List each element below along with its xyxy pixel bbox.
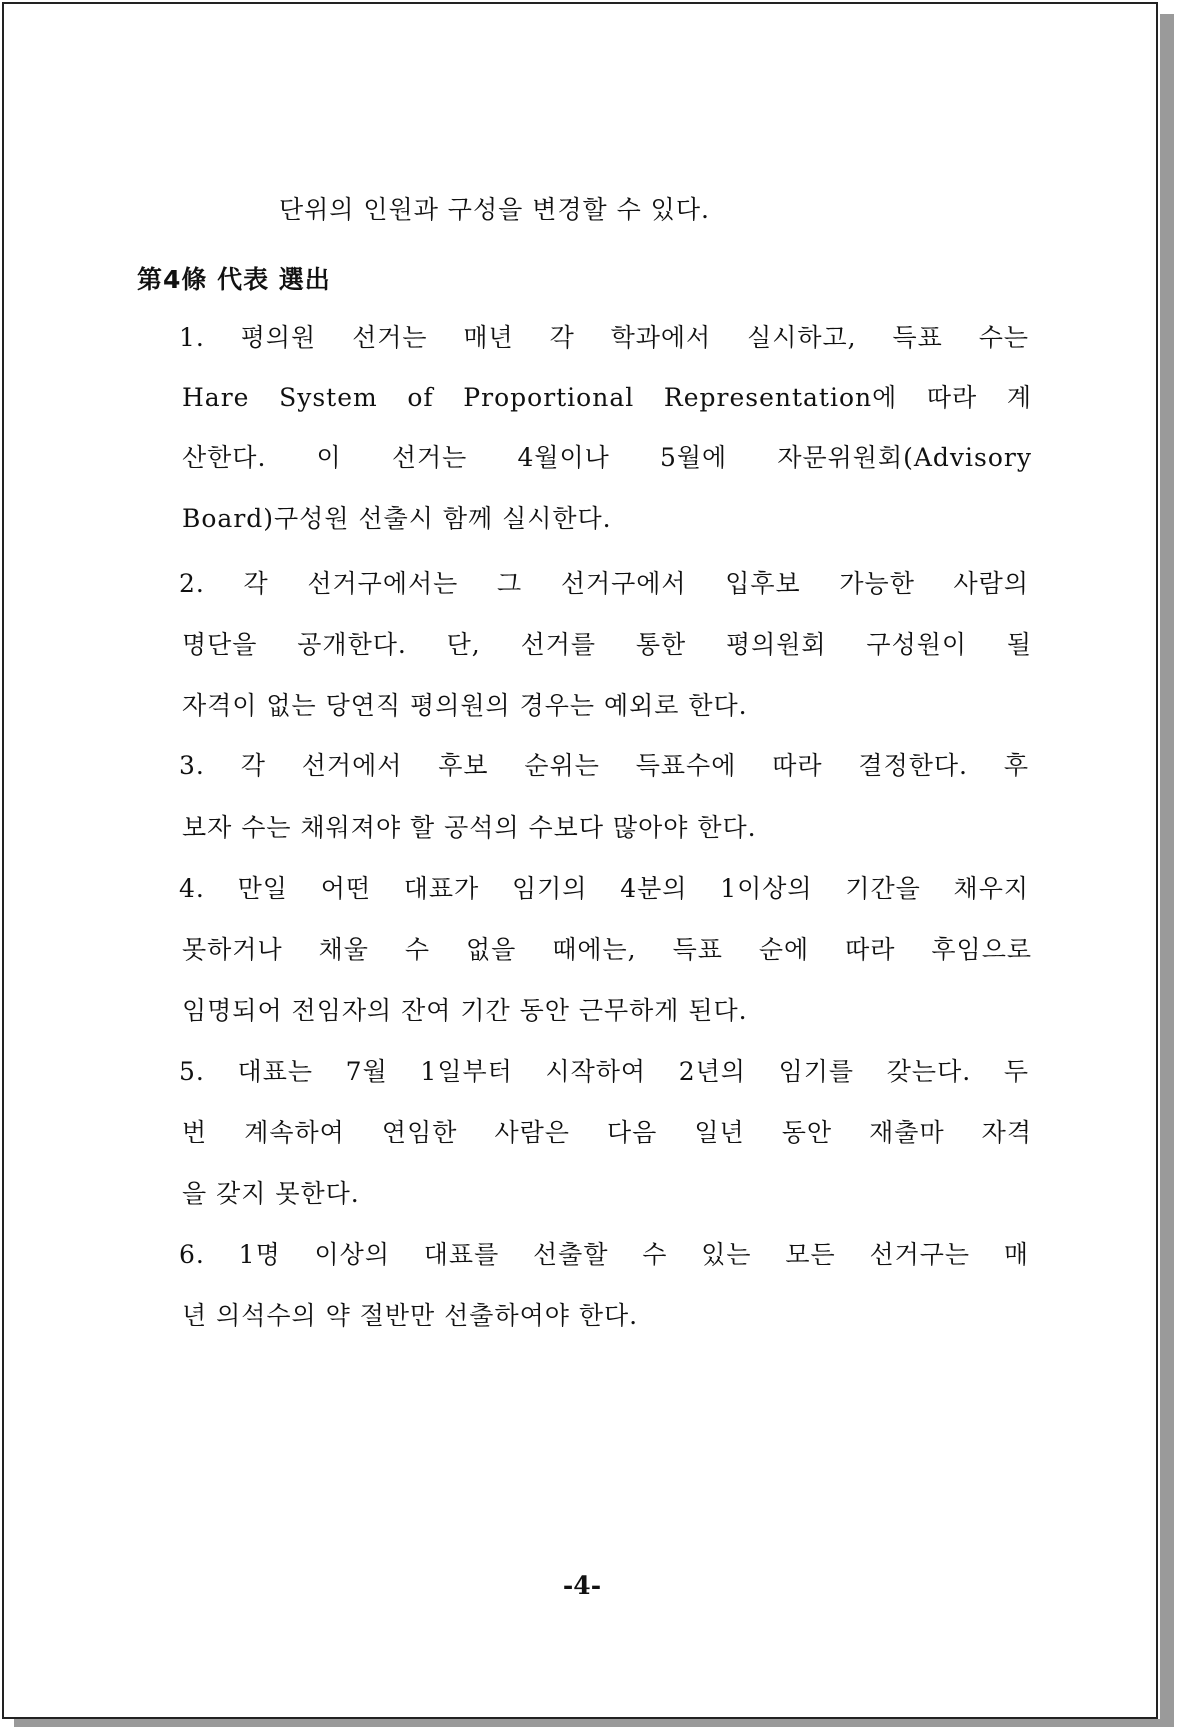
page-number: -4- xyxy=(562,1571,602,1600)
item-6-line-1: 6. 1명 이상의 대표를 선출할 수 있는 모든 선거구는 매 xyxy=(179,1240,1029,1269)
item-4-line-1: 4. 만일 어떤 대표가 임기의 4분의 1이상의 기간을 채우지 xyxy=(179,874,1029,903)
item-1-line-4: Board)구성원 선출시 함께 실시한다. xyxy=(182,504,612,533)
item-2-line-1: 2. 각 선거구에서는 그 선거구에서 입후보 가능한 사람의 xyxy=(179,569,1029,598)
item-5-line-1: 5. 대표는 7월 1일부터 시작하여 2년의 임기를 갖는다. 두 xyxy=(179,1057,1029,1086)
page-shadow-right xyxy=(1160,14,1174,1722)
intro-line: 단위의 인원과 구성을 변경할 수 있다. xyxy=(279,195,710,224)
item-3-line-1: 3. 각 선거에서 후보 순위는 득표수에 따라 결정한다. 후 xyxy=(179,751,1029,780)
item-5-line-3: 을 갖지 못한다. xyxy=(182,1179,360,1208)
item-2-line-3: 자격이 없는 당연직 평의원의 경우는 예외로 한다. xyxy=(182,691,748,720)
item-1-line-2: Hare System of Proportional Representation에 따라 계 xyxy=(182,383,1032,412)
item-1-line-3: 산한다. 이 선거는 4월이나 5월에 자문위원회(Advisory xyxy=(182,443,1032,472)
document-page xyxy=(2,2,1158,1719)
item-6-line-2: 년 의석수의 약 절반만 선출하여야 한다. xyxy=(182,1301,639,1330)
item-3-line-2: 보자 수는 채워져야 할 공석의 수보다 많아야 한다. xyxy=(182,813,757,842)
item-2-line-2: 명단을 공개한다. 단, 선거를 통한 평의원회 구성원이 될 xyxy=(182,630,1032,659)
article-heading: 第4條 代表 選出 xyxy=(137,265,331,294)
item-5-line-2: 번 계속하여 연임한 사람은 다음 일년 동안 재출마 자격 xyxy=(182,1118,1032,1147)
item-4-line-3: 임명되어 전임자의 잔여 기간 동안 근무하게 된다. xyxy=(182,996,748,1025)
item-1-line-1: 1. 평의원 선거는 매년 각 학과에서 실시하고, 득표 수는 xyxy=(179,323,1029,352)
item-4-line-2: 못하거나 채울 수 없을 때에는, 득표 순에 따라 후임으로 xyxy=(182,935,1032,964)
page-shadow-bottom xyxy=(14,1719,1174,1727)
